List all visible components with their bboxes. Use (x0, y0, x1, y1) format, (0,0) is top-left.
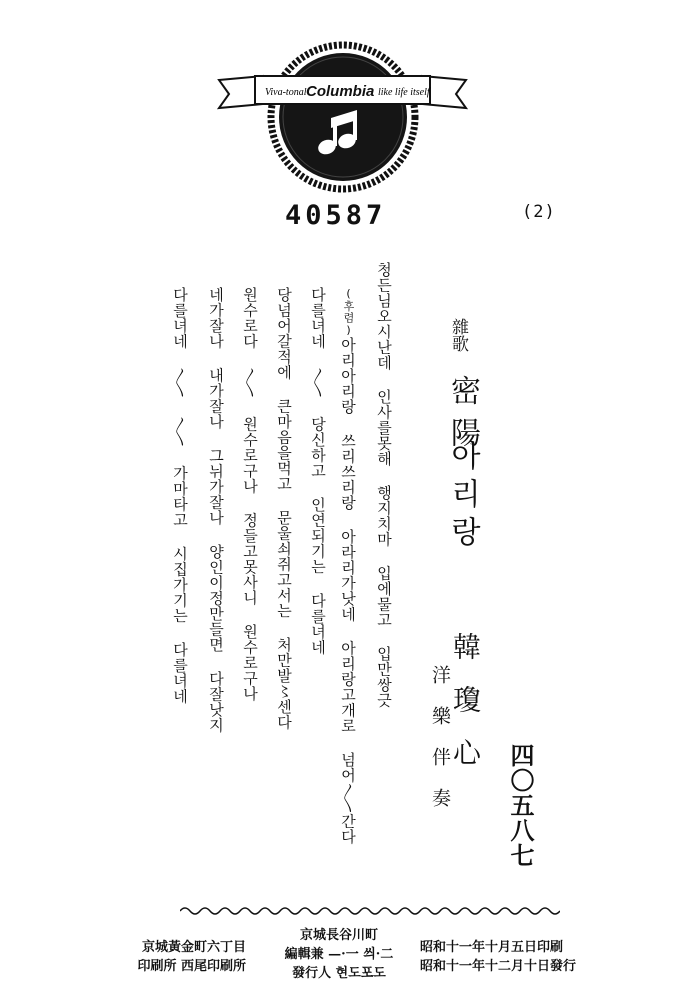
side-number: (2) (522, 202, 556, 222)
lyric-line: 당넘어갈적에 큰마음을먹고 문울쇠쥐고서는 처만발〻센다 (275, 287, 293, 730)
lyric-line: 다를녀네 〱 당신하고 인연되기는 다를녀네 (309, 287, 327, 655)
printer-info: 京城黃金町六丁目 印刷所 西尾印刷所 (137, 940, 246, 974)
performer-name: 韓瓊心 (449, 632, 482, 791)
orchestra-label: 洋樂伴奏 (429, 665, 451, 829)
columbia-logo (215, 40, 470, 195)
brand-text: Columbia (306, 83, 375, 100)
publisher-info: 京城長谷川町 編輯兼 —·一 씌·二 發行人 현도포도 (284, 928, 394, 981)
left-ribbon-text: Viva-tonal (265, 87, 307, 98)
lyric-line: 다를녀네 〱 〱 가마타고 시집가기는 다를녀네 (171, 287, 189, 704)
song-title-hangul: 아리랑 (445, 440, 480, 554)
song-title-hanja: 密陽 (445, 375, 480, 459)
lyric-line: 네가잘나 내가잘나 그뉘가잘나 양인이정만들면 다잘낫지 (207, 287, 225, 733)
lyric-line: 원수로다 〱 원수로구나 정들고못사니 원수로구나 (241, 287, 259, 702)
print-dates: 昭和十一年十月五日印刷 昭和十一年十二月十日發行 (420, 940, 577, 974)
right-ribbon-text: like life itself (378, 87, 430, 98)
chorus-marker: (후렴) (342, 287, 355, 337)
lyric-line: 청든님오시난데 인사를못해 행지치마 입에물고 입만쌍긋 (375, 262, 393, 708)
wavy-divider (180, 905, 560, 917)
catalog-number-hanja: 四〇五八七 (506, 743, 535, 868)
lyric-line: (후렴)아리아리랑 쓰리쓰리랑 아라리가낫네 아리랑고개로 넘어〱간다 (339, 287, 357, 845)
catalog-number: 40587 (285, 200, 387, 231)
genre-label: 雜歌 (448, 318, 468, 352)
